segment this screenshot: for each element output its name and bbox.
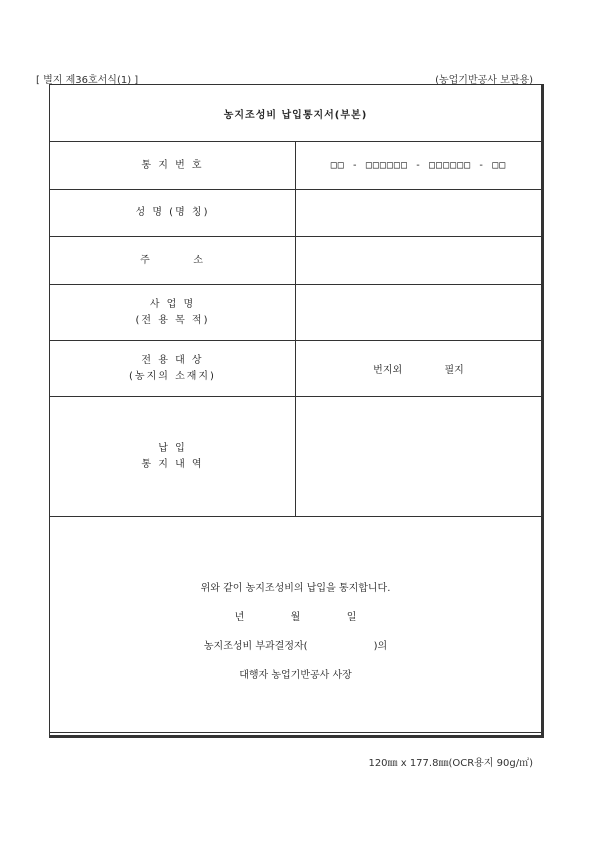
imposer-suffix: )의 <box>373 640 388 652</box>
imposer-prefix: 농지조성비 부과결정자( <box>203 640 308 652</box>
month-label: 월 <box>290 611 301 623</box>
day-label: 일 <box>346 611 357 623</box>
label-name: 성 명 (명 칭) <box>50 190 296 237</box>
form-title: 농지조성비 납입통지서(부본) <box>50 85 541 142</box>
copy-type: (농업기반공사 보관용) <box>435 75 533 86</box>
label-business-name-line1: 사 업 명 <box>149 298 196 310</box>
value-name[interactable] <box>296 190 542 237</box>
imposer-line <box>50 637 541 652</box>
label-address: 주 소 <box>50 237 296 285</box>
label-payment-details <box>50 397 296 517</box>
value-notice-number: □□ - □□□□□□ - □□□□□□ - □□ <box>296 142 542 190</box>
label-business-name-line2: (전 용 목 적) <box>135 314 210 326</box>
label-notice-number: 통 지 번 호 <box>50 142 296 190</box>
notice-form-table <box>50 85 541 733</box>
year-label: 년 <box>234 611 245 623</box>
value-address[interactable] <box>296 237 542 285</box>
label-payment-details-line1: 납 입 <box>158 442 187 454</box>
agent-line: 대행자 농업기반공사 사장 <box>239 669 352 681</box>
value-business-name[interactable] <box>296 285 542 341</box>
parcel-label: 필지 <box>444 365 464 376</box>
value-payment-details[interactable] <box>296 397 542 517</box>
notice-declaration <box>50 517 541 733</box>
label-conversion-target-line2: (농지의 소재지) <box>129 370 216 382</box>
lot-label: 번지외 <box>373 365 403 376</box>
label-conversion-target <box>50 341 296 397</box>
form-number: [ 별지 제36호서식(1) ] <box>36 75 139 86</box>
value-conversion-target[interactable] <box>296 341 542 397</box>
date-line <box>50 608 541 623</box>
label-payment-details-line2: 통 지 내 역 <box>141 458 204 470</box>
notice-statement: 위와 같이 농지조성비의 납입을 통지합니다. <box>200 582 391 594</box>
label-business-name <box>50 285 296 341</box>
label-conversion-target-line1: 전 용 대 상 <box>141 354 204 366</box>
paper-size-spec: 120㎜ x 177.8㎜(OCR용지 90g/㎡) <box>368 758 533 769</box>
form-frame <box>49 84 544 738</box>
